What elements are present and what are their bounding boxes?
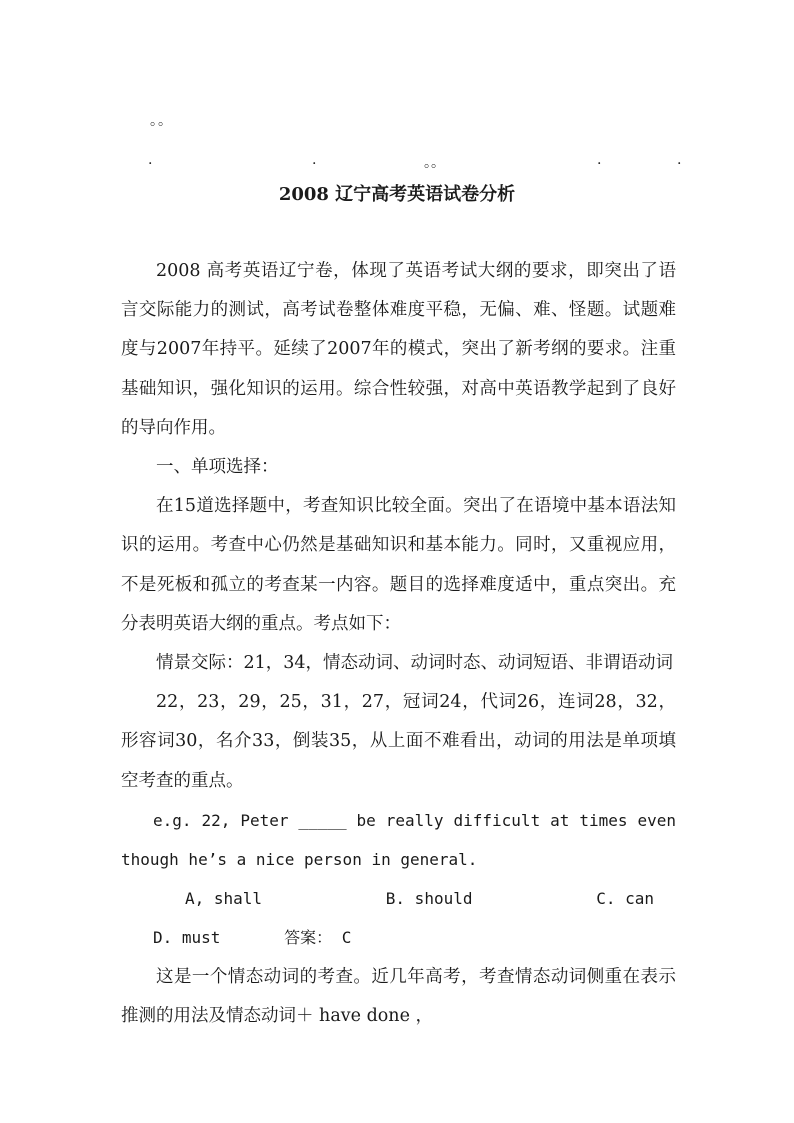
page-title: 2008 辽宁高考英语试卷分析	[278, 184, 516, 205]
points-paragraph: 22，23，29，25，31，27，冠词24，代词26，连词28，32，形容词30，名介33，倒装35，从上面不难看出，动词的用法是单项填空考查的重点。	[121, 692, 676, 791]
example-question: e.g. 22, Peter _____ be really difficult at times even though he’s a nice person in general.	[121, 810, 676, 870]
option-a: A, shall	[185, 889, 263, 909]
dot-mark: .	[597, 152, 602, 168]
dot-mark: .	[148, 152, 153, 168]
option-b: B. should	[385, 889, 473, 909]
dots-row	[0, 152, 794, 172]
option-d: D. must	[153, 928, 221, 948]
top-mark: 。。	[150, 113, 173, 129]
document-body	[121, 252, 676, 1036]
section-description: 在15道选择题中，考查知识比较全面。突出了在语境中基本语法知识的运用。考查中心仍然是基础知识和基本能力。同时，又重视应用，不是死板和孤立的考查某一内容。题目的选择难度适中，重点突出。充分表明英语大纲的重点。考点如下：	[121, 496, 676, 634]
dot-mark: .	[312, 152, 317, 168]
option-c: C. can	[596, 889, 654, 909]
example-options	[121, 879, 676, 957]
intro-paragraph: 2008 高考英语辽宁卷，体现了英语考试大纲的要求，即突出了语言交际能力的测试，高考试卷整体难度平稳，无偏、难、怪题。试题难度与2007年持平。延续了2007年的模式，突出了新考纲的要求。注重基础知识，强化知识的运用。综合性较强，对高中英语教学起到了良好的导向作用。	[121, 261, 676, 438]
dot-mark: .	[677, 152, 682, 168]
points-paragraph: 情景交际：21，34，情态动词、动词时态、动词短语、非谓语动词	[156, 653, 674, 674]
analysis-paragraph: 这是一个情态动词的考查。近几年高考，考查情态动词侧重在表示推测的用法及情态动词＋ have done ，	[121, 966, 676, 1026]
dot-mark: 。。	[424, 155, 445, 171]
answer-label: 答案： C	[284, 928, 352, 948]
section-heading: 一、单项选择：	[156, 457, 279, 478]
